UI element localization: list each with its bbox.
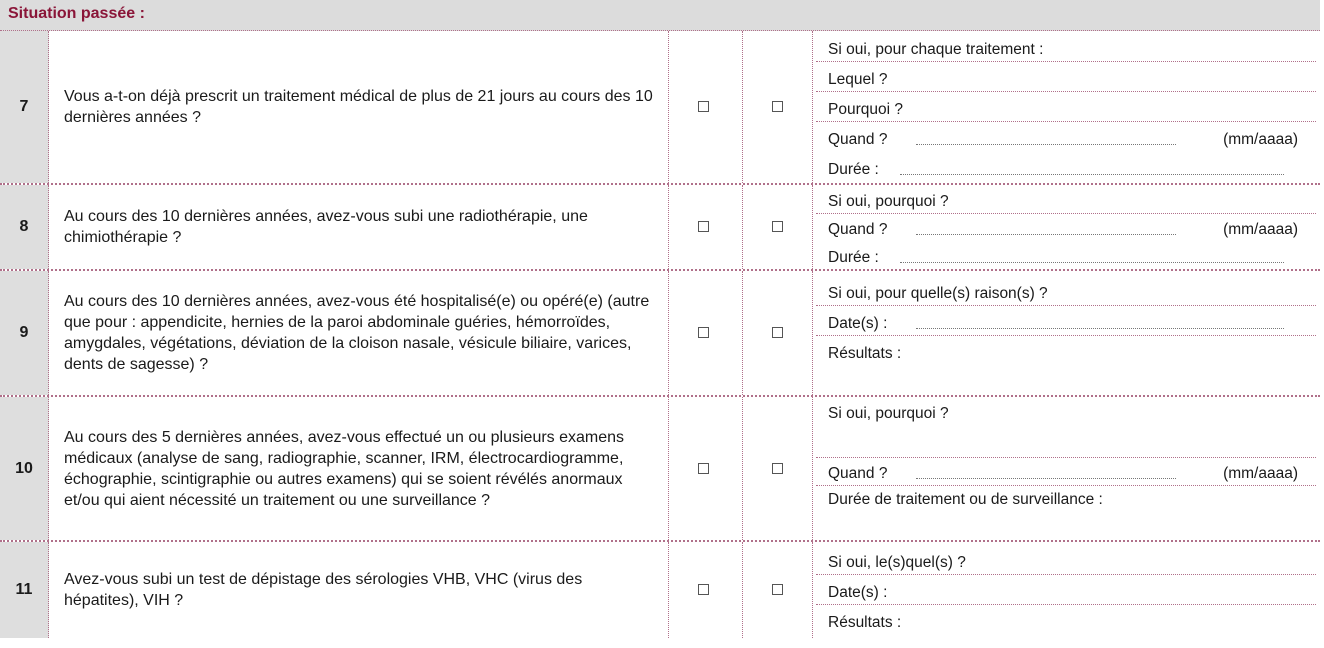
no-checkbox[interactable] <box>772 327 783 338</box>
question-text: Avez-vous subi un test de dépistage des sérologies VHB, VHC (virus des hépatites), VIH ? <box>64 571 583 609</box>
section-header <box>0 0 1320 31</box>
date-fill-line[interactable] <box>916 234 1176 235</box>
row-number-cell <box>0 185 49 269</box>
question-row-11 <box>0 542 1320 638</box>
row-number-cell <box>0 542 49 638</box>
detail-label: Date(s) : <box>828 315 888 332</box>
yes-checkbox[interactable] <box>698 101 709 112</box>
divider <box>812 31 813 183</box>
no-checkbox[interactable] <box>772 584 783 595</box>
no-checkbox[interactable] <box>772 221 783 232</box>
divider <box>668 185 669 269</box>
divider <box>742 185 743 269</box>
divider <box>742 271 743 395</box>
detail-label: Durée : <box>828 249 879 266</box>
divider <box>812 185 813 269</box>
details-panel <box>816 397 1316 540</box>
row-number-cell <box>0 271 49 395</box>
yes-checkbox[interactable] <box>698 327 709 338</box>
row-number: 9 <box>19 324 29 341</box>
detail-label: Si oui, pourquoi ? <box>828 193 949 210</box>
detail-label: Pourquoi ? <box>828 101 903 118</box>
divider <box>668 271 669 395</box>
divider <box>812 542 813 638</box>
row-number: 10 <box>15 459 33 477</box>
detail-label: Si oui, pour quelle(s) raison(s) ? <box>828 285 1048 302</box>
detail-label: Quand ? <box>828 465 888 482</box>
divider <box>742 31 743 183</box>
question-row-8 <box>0 185 1320 271</box>
divider <box>668 31 669 183</box>
no-checkbox[interactable] <box>772 463 783 474</box>
duration-fill-line[interactable] <box>900 174 1284 175</box>
question-row-9 <box>0 271 1320 397</box>
yes-checkbox[interactable] <box>698 584 709 595</box>
yes-checkbox[interactable] <box>698 463 709 474</box>
divider <box>668 542 669 638</box>
date-fill-line[interactable] <box>916 328 1284 329</box>
question-text: Au cours des 10 dernières années, avez-vous subi une radiothérapie, une chimiothérapie ? <box>64 208 588 246</box>
yes-checkbox[interactable] <box>698 221 709 232</box>
detail-label: Date(s) : <box>828 584 888 601</box>
date-fill-line[interactable] <box>916 144 1176 145</box>
section-title: Situation passée : <box>8 5 145 22</box>
detail-label: Quand ? <box>828 221 888 238</box>
row-number: 7 <box>19 98 29 115</box>
question-text: Au cours des 5 dernières années, avez-vous effectué un ou plusieurs examens médicaux (analyse de sang, radiographie, scanner, IRM, électrocardiogramme, échographie, scintigraphie ou autres examens) qui se soient révélés anormaux et/ou qui aient nécessité un traitement ou une surveillance ? <box>64 428 625 509</box>
date-fill-line[interactable] <box>916 478 1176 479</box>
date-format: (mm/aaaa) <box>1223 131 1298 148</box>
detail-label: Durée de traitement ou de surveillance : <box>828 491 1103 508</box>
question-text: Au cours des 10 dernières années, avez-vous été hospitalisé(e) ou opéré(e) (autre que pour : appendicite, hernies de la paroi abdominale guéries, hémorroïdes, amygdales, végétations, déviation de la cloison nasale, vésicule biliaire, varices, dents de sagesse) ? <box>64 293 650 373</box>
divider <box>742 397 743 540</box>
no-checkbox[interactable] <box>772 101 783 112</box>
divider <box>812 271 813 395</box>
detail-label: Durée : <box>828 161 879 178</box>
detail-label: Si oui, pour chaque traitement : <box>828 41 1044 58</box>
details-panel <box>816 185 1316 269</box>
question-row-10 <box>0 397 1320 542</box>
divider <box>668 397 669 540</box>
details-panel <box>816 271 1316 395</box>
detail-label: Résultats : <box>828 614 902 631</box>
duration-fill-line[interactable] <box>900 262 1284 263</box>
detail-label: Quand ? <box>828 131 888 148</box>
details-panel <box>816 542 1316 638</box>
date-format: (mm/aaaa) <box>1223 465 1298 482</box>
row-number: 8 <box>19 218 29 235</box>
row-number-cell <box>0 397 49 540</box>
row-number-cell <box>0 31 49 183</box>
detail-label: Si oui, pourquoi ? <box>828 405 949 422</box>
detail-label: Lequel ? <box>828 71 888 88</box>
detail-label: Résultats : <box>828 345 902 362</box>
question-text: Vous a-t-on déjà prescrit un traitement médical de plus de 21 jours au cours des 10 dernières années ? <box>64 88 653 126</box>
detail-label: Si oui, le(s)quel(s) ? <box>828 554 966 571</box>
details-panel <box>816 31 1316 183</box>
question-row-7 <box>0 31 1320 185</box>
divider <box>812 397 813 540</box>
row-number: 11 <box>15 581 33 598</box>
date-format: (mm/aaaa) <box>1223 221 1298 238</box>
divider <box>742 542 743 638</box>
